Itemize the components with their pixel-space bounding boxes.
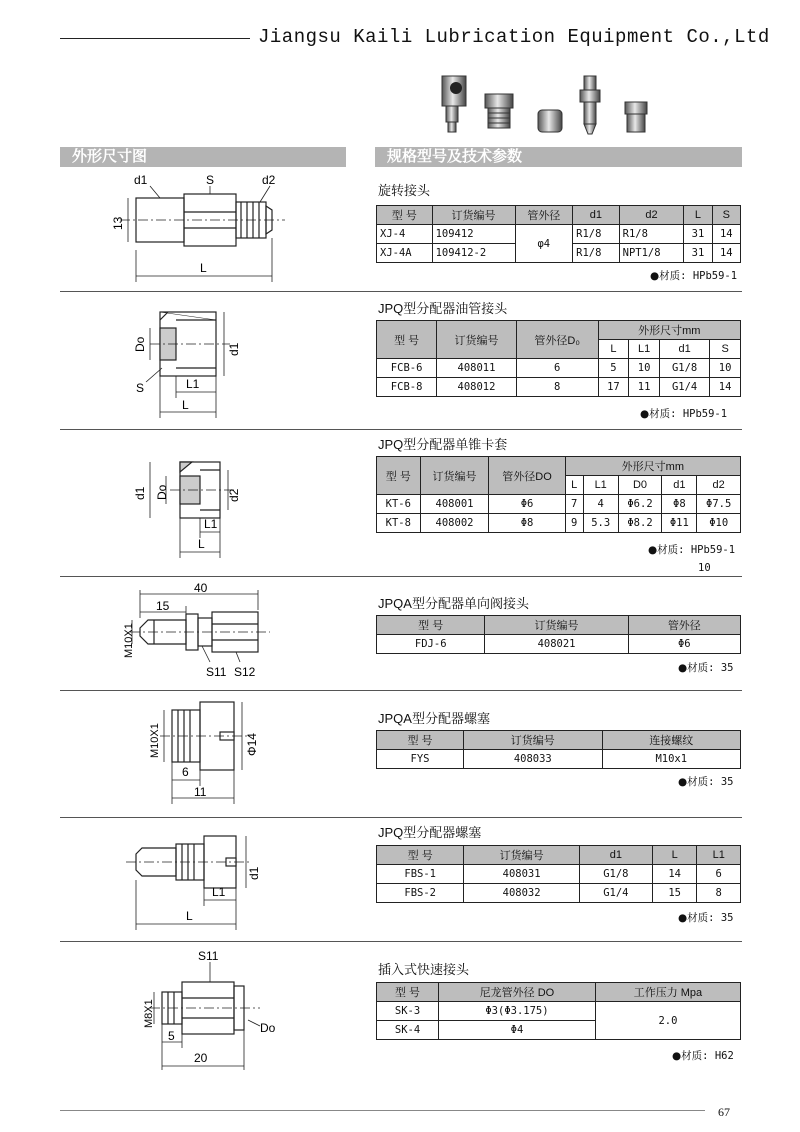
bar-dimension-drawings: 外形尺寸图 — [60, 147, 346, 167]
drawing-quick-connector — [120, 948, 350, 1076]
label-5: 5 — [168, 1029, 175, 1043]
label-s11: S11 — [206, 665, 227, 679]
label-l1: L1 — [212, 885, 226, 899]
section-title-ferrule: JPQ型分配器单锥卡套 — [378, 437, 508, 452]
table-row: FDJ-6 408021 Φ6 — [377, 635, 741, 654]
table-row: KT-6 408001 Φ6 7 4 Φ6.2 Φ8 Φ7.5 — [377, 495, 741, 514]
label-l: L — [200, 261, 207, 275]
label-d1: d1 — [133, 486, 147, 500]
table-check-valve: 型 号 订货编号 管外径 FDJ-6 408021 Φ6 — [376, 615, 741, 654]
photo-swivel-joint — [442, 76, 466, 132]
material-quick-connector: ●材质: H62 — [672, 1050, 734, 1062]
page-number: 67 — [718, 1105, 730, 1119]
separator — [60, 429, 742, 430]
label-11: 11 — [194, 785, 207, 799]
table-row: FCB-8 408012 8 17 11 G1/4 14 — [377, 378, 741, 397]
label-s12: S12 — [234, 665, 256, 679]
company-name: Jiangsu Kaili Lubrication Equipment Co.,Ltd — [258, 26, 770, 48]
footer-rule — [60, 1110, 705, 1111]
label-s: S — [136, 381, 145, 395]
table-row: SK-4 Φ4 — [377, 1021, 741, 1040]
label-do: Do — [260, 1021, 276, 1035]
material-check-valve: ●材质: 35 — [678, 662, 734, 674]
label-do: Do — [133, 336, 147, 352]
label-m10x1: M10X1 — [123, 623, 135, 658]
label-13: 13 — [111, 216, 125, 230]
drawing-tube-fitting — [120, 298, 350, 426]
material-plug-fbs: ●材质: 35 — [678, 912, 734, 924]
drawing-plug-fbs — [120, 826, 350, 938]
section-title-plug-fbs: JPQ型分配器螺塞 — [378, 825, 482, 840]
label-l: L — [198, 537, 205, 551]
section-title-swivel: 旋转接头 — [378, 183, 431, 198]
section-title-plug-fys: JPQA型分配器螺塞 — [378, 711, 490, 726]
table-plug-fys: 型 号 订货编号 连接螺纹 FYS 408033 M10x1 — [376, 730, 741, 769]
section-title-quick-connector: 插入式快速接头 — [378, 962, 470, 977]
label-d1: d1 — [134, 173, 148, 187]
label-l1: L1 — [204, 517, 218, 531]
label-6: 6 — [182, 765, 189, 779]
separator — [60, 817, 742, 818]
material-ferrule: ●材质: HPb59-1 — [648, 544, 736, 556]
label-d1: d1 — [227, 342, 241, 356]
table-row: XJ-4 109412 φ4 R1/8 R1/8 31 14 — [377, 225, 741, 244]
product-photos — [430, 70, 650, 145]
table-tube-fitting: 型 号 订货编号 管外径D₀ 外形尺寸mm L L1 d1 S FCB-6 408011 6 5 10 G1/8 10 FCB-8 408012 8 17 11 G1/4 14 — [376, 320, 741, 397]
label-d1: d1 — [247, 866, 261, 880]
label-d2: d2 — [262, 173, 276, 187]
label-40: 40 — [194, 582, 208, 595]
separator — [60, 291, 742, 292]
material-swivel: ●材质: HPb59-1 — [650, 270, 738, 282]
extra-note: 10 — [698, 562, 711, 574]
drawing-ferrule — [120, 446, 350, 574]
section-title-tube-fitting: JPQ型分配器油管接头 — [378, 301, 508, 316]
separator — [60, 690, 742, 691]
drawing-swivel-joint — [100, 172, 350, 287]
label-l: L — [186, 909, 193, 923]
label-20: 20 — [194, 1051, 208, 1065]
label-l: L — [182, 398, 189, 412]
table-row: FYS 408033 M10x1 — [377, 750, 741, 769]
label-m10x1: M10X1 — [149, 723, 161, 758]
photo-plug — [625, 102, 647, 132]
bar-spec-params: 规格型号及技术参数 — [375, 147, 742, 167]
table-quick-connector: 型 号 尼龙管外径 DO 工作压力 Mpa SK-3 Φ3(Φ3.175) 2.0 SK-4 Φ4 — [376, 982, 741, 1040]
label-phi14: Φ14 — [245, 733, 259, 756]
drawing-check-valve — [110, 582, 350, 686]
label-s11: S11 — [198, 949, 219, 963]
label-do: Do — [155, 484, 169, 500]
label-s: S — [206, 173, 215, 187]
material-plug-fys: ●材质: 35 — [678, 776, 734, 788]
separator — [60, 941, 742, 942]
photo-ferrule — [538, 110, 562, 132]
label-l1: L1 — [186, 377, 200, 391]
photo-hex-bushing — [485, 94, 513, 128]
separator — [60, 576, 742, 577]
table-row: FCB-6 408011 6 5 10 G1/8 10 — [377, 359, 741, 378]
drawing-plug-fys — [120, 696, 350, 814]
section-title-check-valve: JPQA型分配器单向阀接头 — [378, 596, 529, 611]
table-plug-fbs: 型 号 订货编号 d1 L L1 FBS-1 408031 G1/8 14 6 FBS-2 408032 G1/4 15 8 — [376, 845, 741, 903]
table-row: XJ-4A 109412-2 R1/8 NPT1/8 31 14 — [377, 244, 741, 263]
label-m8x1: M8X1 — [143, 999, 155, 1028]
table-row: FBS-1 408031 G1/8 14 6 — [377, 865, 741, 884]
table-row: FBS-2 408032 G1/4 15 8 — [377, 884, 741, 903]
material-tube-fitting: ●材质: HPb59-1 — [640, 408, 728, 420]
table-row: KT-8 408002 Φ8 9 5.3 Φ8.2 Φ11 Φ10 — [377, 514, 741, 533]
label-15: 15 — [156, 599, 170, 613]
table-ferrule: 型 号 订货编号 管外径DO 外形尺寸mm L L1 D0 d1 d2 KT-6 408001 Φ6 7 4 Φ6.2 Φ8 Φ7.5 KT-8 408002 Φ8 9 5.3 Φ8.2 Φ11 Φ10 — [376, 456, 741, 533]
table-row: SK-3 Φ3(Φ3.175) 2.0 — [377, 1002, 741, 1021]
photo-check-valve — [580, 76, 600, 134]
header-rule — [60, 38, 250, 39]
label-d2: d2 — [227, 488, 241, 502]
table-swivel: 型 号 订货编号 管外径 d1 d2 L S XJ-4 109412 φ4 R1/8 R1/8 31 14 XJ-4A 109412-2 R1/8 NPT1/8 31 14 — [376, 205, 741, 263]
